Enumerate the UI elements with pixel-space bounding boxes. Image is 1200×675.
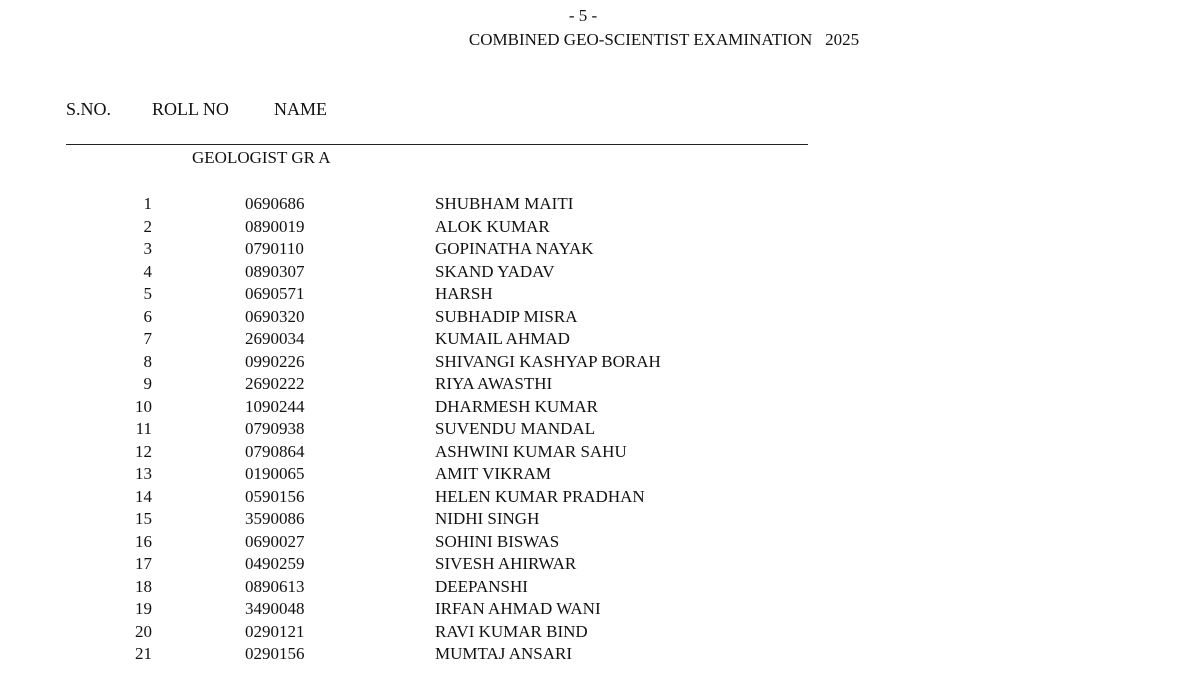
serial-number: 12 (135, 441, 152, 461)
serial-number: 2 (143, 216, 152, 236)
roll-number: 0790864 (245, 441, 305, 461)
candidate-name: AMIT VIKRAM (435, 464, 552, 483)
serial-number: 5 (143, 284, 152, 303)
table-row (0, 216, 800, 239)
roll-number: 1090244 (245, 396, 305, 416)
table-row (0, 283, 800, 306)
roll-number: 0990226 (245, 351, 305, 371)
roll-number: 0690320 (245, 306, 305, 326)
serial-number: 11 (135, 419, 152, 438)
serial-number: 18 (135, 576, 152, 596)
serial-number: 21 (135, 644, 152, 663)
table-row (0, 418, 800, 441)
candidate-name: HELEN KUMAR PRADHAN (435, 486, 645, 506)
candidate-name: ASHWINI KUMAR SAHU (435, 441, 627, 461)
candidate-name: MUMTAJ ANSARI (435, 644, 573, 663)
serial-number: 19 (135, 599, 152, 618)
serial-number: 7 (143, 329, 152, 348)
roll-number: 0890307 (245, 261, 305, 281)
roll-number: 0290121 (245, 621, 305, 641)
table-row (0, 396, 800, 419)
candidate-name: SOHINI BISWAS (435, 531, 560, 551)
table-row (0, 553, 800, 576)
roll-number: 0490259 (245, 554, 305, 573)
exam-title: COMBINED GEO-SCIENTIST EXAMINATION 2025 (468, 30, 860, 49)
serial-number: 6 (143, 306, 152, 326)
roll-number: 0790938 (245, 419, 305, 438)
table-row (0, 238, 800, 261)
table-row (0, 598, 800, 621)
column-header-sno: S.NO. (66, 99, 112, 119)
section-title: GEOLOGIST GR A (192, 148, 331, 167)
serial-number: 20 (135, 621, 152, 641)
table-row (0, 351, 800, 374)
candidate-name: HARSH (435, 284, 493, 303)
roll-number: 0590156 (245, 486, 305, 506)
roll-number: 0290156 (245, 644, 305, 663)
candidate-name: SUBHADIP MISRA (435, 306, 578, 326)
roll-number: 2690222 (245, 374, 305, 393)
page-number: - 5 - (568, 6, 598, 25)
table-row (0, 463, 800, 486)
candidate-name: SKAND YADAV (435, 261, 555, 281)
candidate-name: DEEPANSHI (435, 576, 528, 596)
roll-number: 0890019 (245, 216, 305, 236)
serial-number: 9 (143, 374, 152, 393)
table-row (0, 441, 800, 464)
table-row (0, 261, 800, 284)
table-row (0, 486, 800, 509)
header-divider (66, 144, 808, 145)
candidate-name: SHUBHAM MAITI (435, 194, 574, 213)
candidate-name: SHIVANGI KASHYAP BORAH (435, 351, 661, 371)
roll-number: 3590086 (245, 509, 305, 528)
column-header-name: NAME (274, 99, 327, 119)
table-row (0, 508, 800, 531)
serial-number: 1 (143, 194, 152, 213)
roll-number: 0890613 (245, 576, 305, 596)
candidate-name: SUVENDU MANDAL (435, 419, 596, 438)
candidate-name: RIYA AWASTHI (435, 374, 553, 393)
roll-number: 3490048 (245, 599, 305, 618)
roll-number: 0690027 (245, 531, 305, 551)
table-row (0, 621, 800, 644)
serial-number: 4 (143, 261, 152, 281)
table-row (0, 531, 800, 554)
candidate-name: KUMAIL AHMAD (435, 329, 570, 348)
roll-number: 0790110 (245, 239, 304, 258)
candidate-name: ALOK KUMAR (435, 216, 550, 236)
serial-number: 15 (135, 509, 152, 528)
serial-number: 13 (135, 464, 152, 483)
candidate-name: SIVESH AHIRWAR (435, 554, 577, 573)
candidate-name: IRFAN AHMAD WANI (435, 599, 601, 618)
serial-number: 17 (135, 554, 152, 573)
roll-number: 0190065 (245, 464, 305, 483)
table-row (0, 643, 800, 666)
table-row (0, 576, 800, 599)
serial-number: 16 (135, 531, 152, 551)
candidate-name: NIDHI SINGH (435, 509, 540, 528)
roll-number: 0690686 (245, 194, 305, 213)
serial-number: 3 (143, 239, 152, 258)
table-row (0, 193, 800, 216)
table-row (0, 373, 800, 396)
serial-number: 8 (143, 351, 152, 371)
roll-number: 0690571 (245, 284, 305, 303)
roll-number: 2690034 (245, 329, 305, 348)
table-row (0, 328, 800, 351)
result-list (0, 193, 800, 666)
column-header-roll-no: ROLL NO (152, 99, 229, 119)
serial-number: 10 (135, 396, 152, 416)
candidate-name: GOPINATHA NAYAK (435, 239, 594, 258)
candidate-name: DHARMESH KUMAR (435, 396, 598, 416)
candidate-name: RAVI KUMAR BIND (435, 621, 588, 641)
table-row (0, 306, 800, 329)
serial-number: 14 (135, 486, 152, 506)
